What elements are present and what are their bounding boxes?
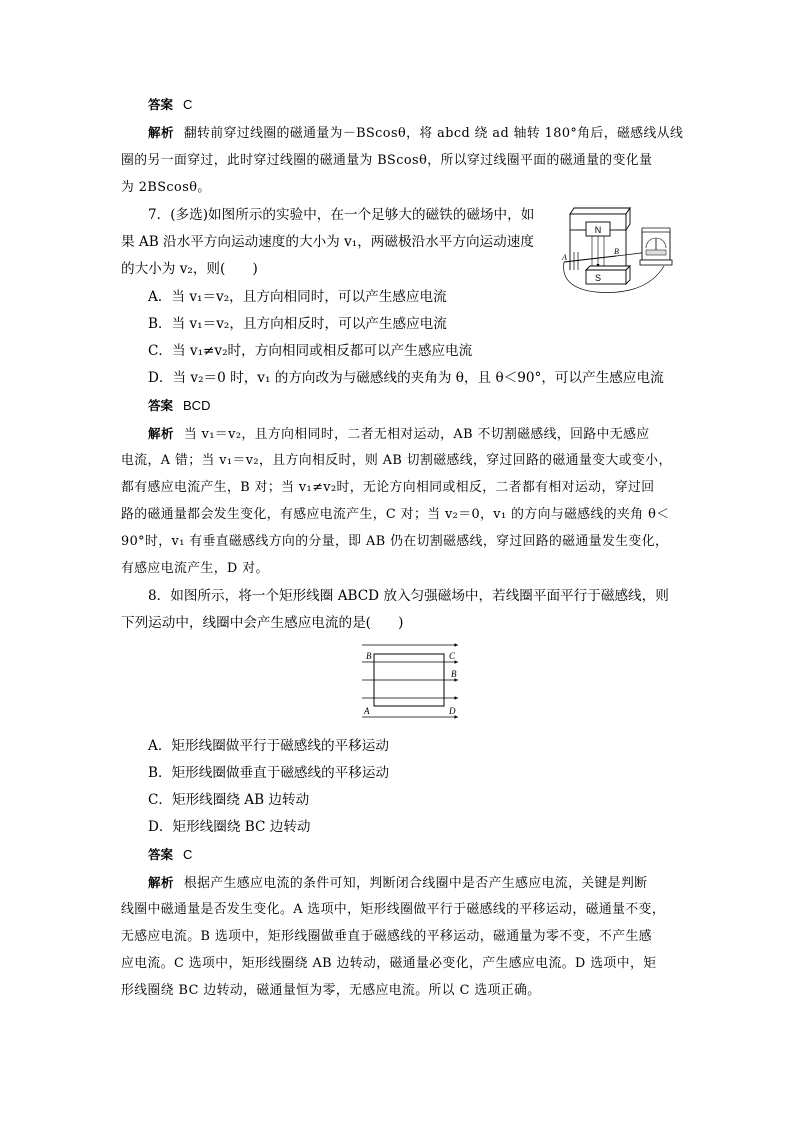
q8-stem-line-1: 8．如图所示，将一个矩形线圈 ABCD 放入匀强磁场中，若线圈平面平行于磁感线，则 [148, 588, 669, 604]
q7-answer-row [148, 397, 210, 416]
q8-explain-line-5: 形线圈绕 BC 边转动，磁通量恒为零，无感应电流。所以 C 选项正确。 [121, 983, 541, 998]
explain-label: 解析 [148, 426, 174, 441]
answer-value: BCD [183, 398, 211, 413]
label-c-corner: C [449, 651, 456, 661]
q7-stem-line-2: 果 AB 沿水平方向运动速度的大小为 v₁，两磁极沿水平方向运动速度 [121, 234, 534, 250]
q7-explain-line-3: 都有感应电流产生，B 对；当 v₁≠v₂时，无论方向相同或相反，二者都有相对运动，穿过回 [121, 480, 655, 495]
point-b-label: B [614, 247, 619, 256]
answer-label: 答案 [148, 97, 174, 112]
magnet-galvanometer-figure [556, 204, 676, 296]
q7-stem-line-3: 的大小为 v₂，则( ) [121, 261, 258, 277]
q8-explain-line-4: 应电流。C 选项中，矩形线圈绕 AB 边转动，磁通量必变化，产生感应电流。D 选项中，矩 [121, 956, 657, 971]
q8-explain-line-2: 线圈中磁通量是否发生变化。A 选项中，矩形线圈做平行于磁感线的平移运动，磁通量不变， [121, 902, 666, 917]
q6-explain-line-2: 圈的另一面穿过，此时穿过线圈的磁通量为 BScosθ，所以穿过线圈平面的磁通量的变化量 [121, 153, 653, 168]
q7-explain-line-1: 解析 当 v₁＝v₂，且方向相同时，二者无相对运动，AB 不切割磁感线，回路中无感应 [148, 426, 650, 442]
north-pole-label: N [594, 225, 602, 235]
label-field-b: B [451, 669, 457, 679]
magnet-top-face [570, 208, 630, 214]
q6-explain-line-3: 为 2BScosθ。 [121, 180, 211, 195]
q8-option-b: B．矩形线圈做垂直于磁感线的平移运动 [148, 765, 390, 781]
explain-label: 解析 [148, 125, 174, 140]
q7-explain-line-5: 90°时，v₁ 有垂直磁感线方向的分量，即 AB 仍在切割磁感线，穿过回路的磁通量发生变化， [121, 534, 669, 549]
q7-option-c: C．当 v₁≠v₂时，方向相同或相反都可以产生感应电流 [148, 343, 473, 359]
rect-coil-figure [360, 640, 464, 722]
q8-stem-line-2: 下列运动中，线圈中会产生感应电流的是( ) [121, 615, 404, 631]
q7-option-b: B．当 v₁＝v₂，且方向相反时，可以产生感应电流 [148, 316, 447, 332]
label-b-corner: B [366, 651, 372, 661]
q6-answer-row [148, 96, 192, 115]
q8-option-d: D．矩形线圈绕 BC 边转动 [148, 819, 311, 835]
answer-value: C [183, 97, 193, 112]
answer-label: 答案 [148, 398, 174, 413]
q7-option-a: A．当 v₁＝v₂，且方向相同时，可以产生感应电流 [148, 289, 447, 305]
answer-value: C [183, 847, 193, 862]
south-pole-label: S [594, 273, 602, 283]
label-a-corner: A [364, 706, 370, 716]
point-a-label: A [562, 253, 567, 262]
answer-label: 答案 [148, 847, 174, 862]
q8-option-a: A．矩形线圈做平行于磁感线的平移运动 [148, 738, 389, 754]
q8-explain-line-1: 解析 根据产生感应电流的条件可知，判断闭合线圈中是否产生感应电流，关键是判断 [148, 875, 648, 891]
q7-explain-line-6: 有感应电流产生，D 对。 [121, 561, 269, 576]
q8-answer-row [148, 846, 192, 865]
explain-label: 解析 [148, 875, 174, 890]
q7-explain-line-4: 路的磁通量都会发生变化，有感应电流产生，C 对；当 v₂＝0，v₁ 的方向与磁感线的夹角 θ＜ [121, 507, 670, 522]
q7-explain-line-2: 电流，A 错；当 v₁＝v₂，且方向相反时，则 AB 切割磁感线，穿过回路的磁通量变大或变小， [121, 453, 672, 468]
q6-explain-line-1: 解析 翻转前穿过线圈的磁通量为－BScosθ，将 abcd 绕 ad 轴转 180°角后，磁感线从线 [148, 125, 684, 141]
q8-explain-line-3: 无感应电流。B 选项中，矩形线圈做垂直于磁感线的平移运动，磁通量为零不变，不产生感 [121, 929, 652, 944]
label-d-corner: D [449, 706, 456, 716]
q7-stem-line-1: 7．(多选)如图所示的实验中，在一个足够大的磁铁的磁场中，如 [148, 207, 535, 223]
south-pole [586, 270, 626, 284]
q8-option-c: C．矩形线圈绕 AB 边转动 [148, 792, 310, 808]
q7-option-d: D．当 v₂＝0 时，v₁ 的方向改为与磁感线的夹角为 θ，且 θ＜90°，可以产生感应电流 [148, 370, 664, 386]
